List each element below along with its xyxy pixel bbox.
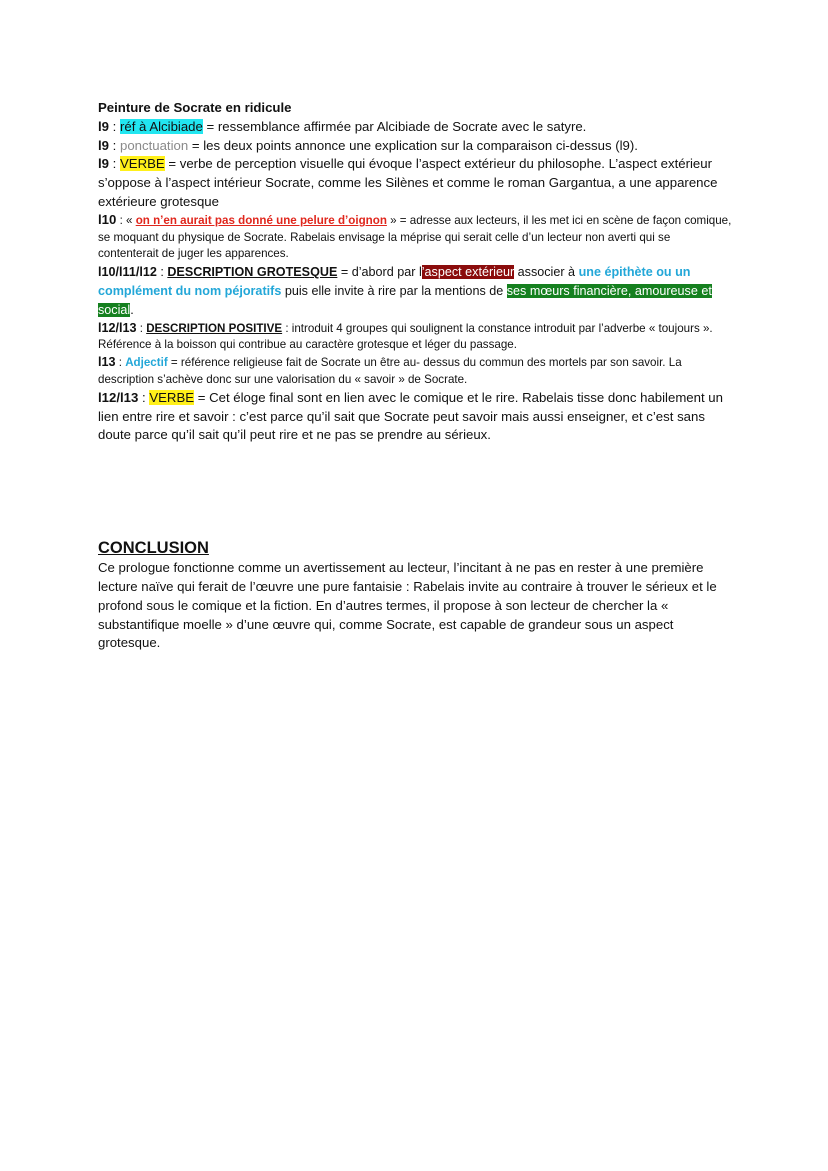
separator: : [109, 118, 120, 134]
separator: : [109, 137, 120, 153]
explanation-text: : introduit 4 groupes qui soulignent la constance introduit par l’adverbe « toujours ». Référence à la boisson qui contribue au caractère grotesque et léger du passage. [98, 321, 713, 352]
explanation-text: » = adresse aux lecteurs, il les met ici en scène de façon comique, se moquant du physique de Socrate. Rabelais envisage la méprise qui serait celle d’un lecteur non averti qui se contenterait de juger les apparences. [98, 213, 732, 261]
line-reference: l10/l11/l12 [98, 265, 157, 280]
explanation-text: = verbe de perception visuelle qui évoque l’aspect extérieur du philosophe. L’aspect extérieur s’oppose à l’aspect intérieur Socrate, comme les Silènes et comme le roman Gargantua, a une apparence extérieure grotesque [98, 156, 718, 209]
analysis-line-1 [98, 118, 734, 137]
line-reference: l12/l13 [98, 320, 137, 335]
analysis-line-7 [98, 354, 734, 389]
analysis-line-5 [98, 263, 734, 319]
description-label: DESCRIPTION GROTESQUE [167, 265, 338, 280]
blue-phrase: une épithète ou un complément du nom péjoratifs [98, 265, 691, 298]
line-reference: l10 [98, 211, 117, 227]
highlighted-phrase: ’aspect extérieur [421, 265, 515, 280]
explanation-text: puis elle invite à rire par la mentions de [281, 283, 507, 298]
analysis-line-8 [98, 389, 734, 445]
explanation-text: associer à [514, 265, 579, 280]
separator: : « [116, 213, 136, 227]
analysis-line-4 [98, 212, 734, 263]
analysis-line-3 [98, 155, 734, 211]
highlighted-term: VERBE [120, 156, 165, 172]
grey-term: ponctuation [120, 137, 189, 153]
highlighted-term: réf à Alcibiade [120, 118, 203, 134]
line-reference: l9 [98, 137, 109, 153]
analysis-line-2 [98, 137, 734, 156]
line-reference: l12/l13 [98, 389, 139, 405]
separator: : [138, 389, 150, 405]
highlighted-term: VERBE [149, 389, 195, 405]
quoted-phrase: on n’en aurait pas donné une pelure d’oignon [135, 213, 387, 227]
line-reference: l9 [98, 118, 109, 134]
document-body [98, 99, 734, 653]
end-punctuation: . [130, 302, 134, 317]
spacer [98, 445, 734, 537]
explanation-text: = les deux points annonce une explication sur la comparaison ci-dessus (l9). [188, 137, 638, 153]
line-reference: l9 [98, 156, 109, 172]
explanation-text: = ressemblance affirmée par Alcibiade de Socrate avec le satyre. [202, 118, 587, 134]
blue-term: Adjectif [125, 356, 168, 370]
conclusion-title: CONCLUSION [98, 539, 209, 558]
explanation-text: = Cet éloge final sont en lien avec le comique et le rire. Rabelais tisse donc habilement un lien entre rire et savoir : c’est parce qu’il sait que Socrate peut savoir mais aussi enseigner, et c’est sans doute parce qu’il sait qu’il peut rire et ne pas se prendre au sérieux. [98, 389, 723, 443]
highlighted-phrase: ses mœurs financière, amoureuse et social [98, 283, 712, 317]
explanation-text: = référence religieuse fait de Socrate un être au- dessus du commun des mortels par son savoir. La description s’achève donc sur une valorisation du « savoir » de Socrate. [98, 356, 682, 386]
separator: : [136, 321, 147, 335]
explanation-text: = d’abord par l [337, 265, 422, 280]
analysis-line-6 [98, 320, 734, 355]
separator: : [109, 156, 120, 172]
separator: : [115, 356, 126, 370]
conclusion-text: Ce prologue fonctionne comme un avertissement au lecteur, l’incitant à ne pas en rester à une première lecture naïve qui ferait de l’œuvre une pure fantaisie : Rabelais invite au contraire à trouver le sérieux et le profond sous le comique et la fiction. En d’autres termes, il propose à son lecteur de chercher la « substantifique moelle » d’une œuvre qui, comme Socrate, est capable de grandeur sous un aspect grotesque. [98, 560, 717, 651]
section-heading: Peinture de Socrate en ridicule [98, 100, 292, 115]
separator: : [156, 265, 168, 280]
line-reference: l13 [98, 355, 116, 370]
description-label: DESCRIPTION POSITIVE [146, 321, 283, 335]
